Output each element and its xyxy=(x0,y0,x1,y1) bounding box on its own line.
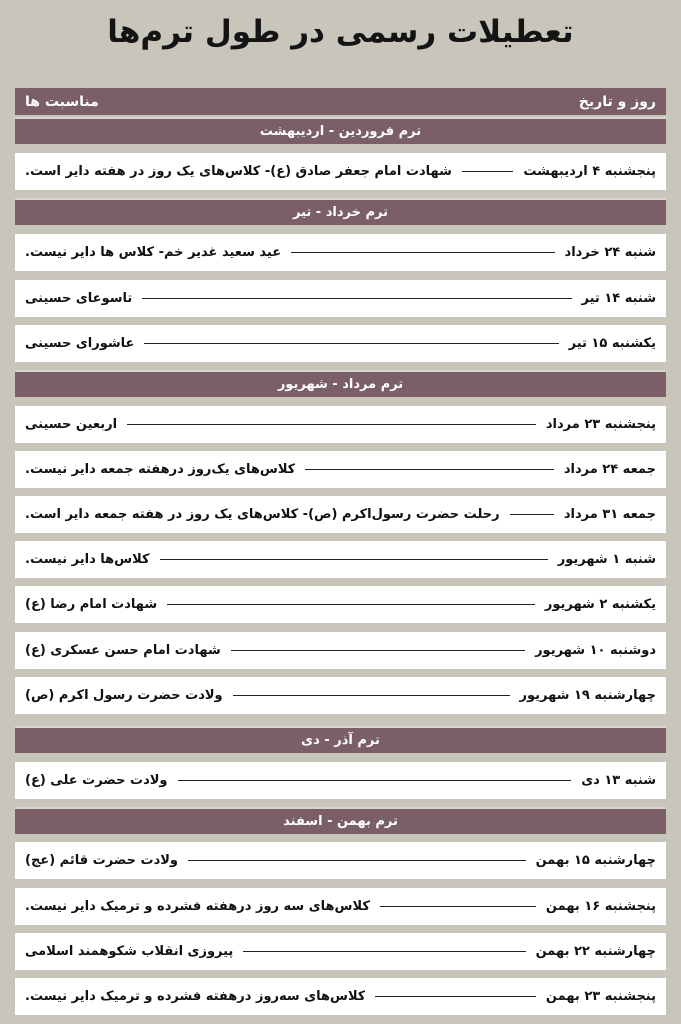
holiday-date: یکشنبه ۲ شهریور xyxy=(544,597,656,612)
holiday-row xyxy=(15,451,666,488)
holiday-row xyxy=(15,586,666,623)
holiday-occasion: کلاس‌های سه‌روز درهفته فشرده و ترمیک دایر نیست. xyxy=(25,989,366,1004)
holiday-occasion: ولادت حضرت علی (ع) xyxy=(25,773,168,788)
holiday-row xyxy=(15,153,666,190)
holiday-date: شنبه ۱ شهریور xyxy=(557,552,656,567)
holiday-occasion: شهادت امام رضا (ع) xyxy=(25,597,158,612)
holiday-row xyxy=(15,677,666,714)
leader-line xyxy=(160,559,548,560)
holiday-occasion: شهادت امام حسن عسکری (ع) xyxy=(25,643,221,658)
column-header-bar xyxy=(15,88,666,115)
leader-line xyxy=(291,252,554,253)
holiday-date: پنجشنبه ۴ اردیبهشت xyxy=(523,164,656,179)
section-header xyxy=(15,117,666,144)
holiday-occasion: پیروزی انقلاب شکوهمند اسلامی xyxy=(25,944,234,959)
leader-line xyxy=(243,951,525,952)
leader-line xyxy=(167,604,535,605)
holiday-occasion: تاسوعای حسینی xyxy=(25,291,133,306)
page-title: تعطیلات رسمی در طول ترم‌ها xyxy=(107,14,574,50)
leader-line xyxy=(188,860,526,861)
holiday-occasion: ولادت حضرت قائم (عج) xyxy=(25,853,179,868)
section-label: ترم خرداد - تیر xyxy=(293,205,388,220)
holiday-date: پنجشنبه ۱۶ بهمن xyxy=(545,899,656,914)
holiday-row xyxy=(15,888,666,925)
holiday-row xyxy=(15,978,666,1015)
leader-line xyxy=(380,906,536,907)
holiday-date: جمعه ۲۴ مرداد xyxy=(563,462,656,477)
holiday-date: شنبه ۱۳ دی xyxy=(581,773,656,788)
holiday-date: شنبه ۲۴ خرداد xyxy=(564,245,656,260)
holiday-row xyxy=(15,762,666,799)
leader-line xyxy=(375,996,536,997)
holiday-row xyxy=(15,842,666,879)
leader-line xyxy=(231,650,525,651)
section-header xyxy=(15,370,666,397)
holiday-date: شنبه ۱۴ تیر xyxy=(581,291,656,306)
section-header xyxy=(15,807,666,834)
holiday-occasion: ولادت حضرت رسول اکرم (ص) xyxy=(25,688,223,703)
holiday-occasion: عاشورای حسینی xyxy=(25,336,135,351)
holiday-row xyxy=(15,406,666,443)
leader-line xyxy=(178,780,572,781)
holiday-occasion: شهادت امام جعفر صادق (ع)- کلاس‌های یک روز در هفته دایر است. xyxy=(25,164,452,179)
holiday-date: چهارشنبه ۲۲ بهمن xyxy=(535,944,656,959)
holiday-row xyxy=(15,325,666,362)
leader-line xyxy=(144,343,558,344)
holiday-row xyxy=(15,541,666,578)
section-label: ترم آذر - دی xyxy=(301,733,380,748)
holiday-occasion: اربعین حسینی xyxy=(25,417,118,432)
leader-line xyxy=(462,171,513,172)
leader-line xyxy=(305,469,554,470)
section-label: ترم فروردین - اردیبهشت xyxy=(259,124,422,139)
holiday-row xyxy=(15,496,666,533)
leader-line xyxy=(233,695,510,696)
holiday-row xyxy=(15,933,666,970)
holiday-occasion: عید سعید غدیر خم- کلاس ها دایر نیست. xyxy=(25,245,282,260)
column-header-occasion: مناسبت ها xyxy=(25,93,99,110)
leader-line xyxy=(127,424,536,425)
holiday-row xyxy=(15,632,666,669)
holiday-row xyxy=(15,280,666,317)
holiday-row xyxy=(15,234,666,271)
section-header xyxy=(15,198,666,225)
holiday-occasion: کلاس‌های سه روز درهفته فشرده و ترمیک دایر نیست. xyxy=(25,899,370,914)
holiday-date: پنجشنبه ۲۳ بهمن xyxy=(545,989,656,1004)
holiday-occasion: کلاس‌های یک‌روز درهفته جمعه دایر نیست. xyxy=(25,462,296,477)
section-label: ترم بهمن - اسفند xyxy=(283,814,398,829)
holiday-occasion: رحلت حضرت رسول‌اکرم (ص)- کلاس‌های یک روز در هفته جمعه دایر است. xyxy=(25,507,500,522)
holiday-date: یکشنبه ۱۵ تیر xyxy=(568,336,656,351)
holiday-date: جمعه ۳۱ مرداد xyxy=(563,507,656,522)
leader-line xyxy=(142,298,571,299)
holiday-date: پنجشنبه ۲۳ مرداد xyxy=(545,417,656,432)
holiday-date: چهارشنبه ۱۵ بهمن xyxy=(535,853,656,868)
holiday-occasion: کلاس‌ها دایر نیست. xyxy=(25,552,150,567)
section-label: ترم مرداد - شهریور xyxy=(277,377,404,392)
column-header-date: روز و تاریخ xyxy=(578,93,656,110)
section-header xyxy=(15,726,666,753)
holiday-date: چهارشنبه ۱۹ شهریور xyxy=(519,688,656,703)
holiday-date: دوشنبه ۱۰ شهریور xyxy=(535,643,656,658)
leader-line xyxy=(510,514,554,515)
